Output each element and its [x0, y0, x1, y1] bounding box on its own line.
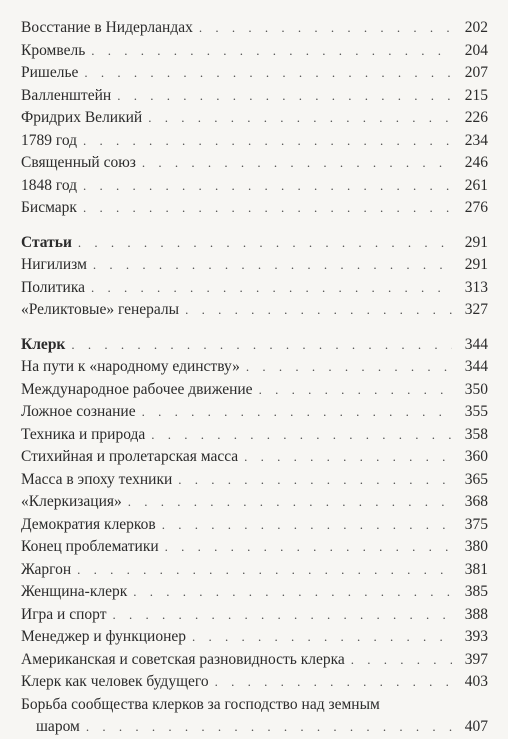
toc-entry-title: Валленштейн	[21, 86, 112, 104]
toc-entry-title: «Клеркизация»	[21, 493, 122, 510]
toc-entry	[21, 536, 488, 559]
toc-entry-multiline	[21, 694, 488, 739]
toc-entry	[21, 62, 488, 85]
leader-dots	[77, 559, 452, 582]
toc-group-history	[21, 17, 488, 220]
toc-entry	[21, 356, 488, 379]
leader-dots	[162, 514, 452, 537]
leader-dots	[91, 40, 452, 63]
toc-page-number: 261	[464, 176, 488, 194]
leader-dots	[117, 85, 452, 108]
toc-group-articles	[21, 254, 488, 322]
toc-entry	[21, 491, 488, 514]
leader-dots	[86, 716, 461, 739]
toc-page-number: 380	[464, 538, 488, 555]
toc-page-number: 344	[464, 358, 488, 375]
leader-dots	[165, 536, 452, 559]
toc-page-number: 291	[464, 256, 488, 273]
leader-dots	[83, 197, 452, 220]
toc-entry	[21, 424, 488, 447]
leader-dots	[128, 491, 452, 514]
toc-entry	[21, 85, 488, 108]
toc-page-number: 355	[464, 403, 488, 420]
toc-entry-title: На пути к «народному единству»	[21, 358, 240, 375]
toc-page-number: 327	[464, 301, 488, 318]
toc-entry	[21, 604, 488, 627]
toc-entry	[21, 277, 488, 300]
leader-dots	[83, 175, 452, 198]
leader-dots	[78, 232, 452, 255]
toc-page-number: 350	[464, 380, 488, 398]
leader-dots	[192, 626, 452, 649]
toc-page-number: 291	[464, 233, 488, 251]
toc-entry-title: Ложное сознание	[21, 403, 136, 420]
toc-page-number: 234	[464, 131, 488, 149]
leader-dots	[91, 277, 452, 300]
toc-page-number: 381	[464, 560, 488, 578]
leader-dots	[244, 446, 452, 469]
toc-page-number: 215	[464, 86, 488, 104]
toc-entry-title: Игра и спорт	[21, 605, 107, 623]
toc-entry-title-line1: Борьба сообщества клерков за господство над земным	[21, 695, 380, 713]
toc-entry-title: «Реликтовые» генералы	[21, 301, 180, 318]
toc-entry	[21, 649, 488, 672]
toc-page-number: 246	[464, 154, 488, 171]
toc-page-number: 368	[464, 493, 488, 510]
toc-group-clerk	[21, 356, 488, 694]
toc-entry	[21, 469, 488, 492]
toc-page-number: 365	[464, 470, 488, 488]
toc-section-clerk	[21, 334, 488, 357]
toc-entry	[21, 446, 488, 469]
toc-entry-title: Американская и советская разновидность клерка	[21, 650, 345, 668]
toc-page-number: 388	[464, 605, 488, 623]
toc-entry-title: Политика	[21, 278, 86, 296]
toc-page-number: 385	[464, 583, 488, 600]
leader-dots	[71, 334, 452, 357]
leader-dots	[151, 424, 452, 447]
leader-dots	[185, 299, 452, 322]
toc-entry-row2	[21, 716, 488, 739]
toc-entry-title: Кромвель	[21, 41, 86, 59]
toc-entry	[21, 559, 488, 582]
toc-page-number: 407	[464, 718, 488, 735]
section-gap	[21, 220, 488, 232]
toc-page-number: 313	[464, 278, 488, 296]
toc-page-number: 344	[464, 335, 488, 353]
toc-entry-title: Масса в эпоху техники	[21, 470, 173, 488]
toc-entry-title-line2: шаром	[36, 718, 80, 735]
toc-entry	[21, 401, 488, 424]
toc-entry-title: Бисмарк	[21, 199, 77, 216]
toc-entry	[21, 379, 488, 402]
toc-entry	[21, 671, 488, 694]
leader-dots	[178, 469, 452, 492]
toc-entry-title: Стихийная и пролетарская масса	[21, 448, 239, 465]
leader-dots	[246, 356, 452, 379]
toc-page-number: 403	[464, 673, 488, 690]
toc-page-number: 393	[464, 628, 488, 645]
toc-section-title: Статьи	[21, 233, 72, 251]
toc-entry	[21, 581, 488, 604]
toc-entry-title: Техника и природа	[21, 425, 146, 443]
leader-dots	[84, 62, 452, 85]
leader-dots	[148, 107, 452, 130]
leader-dots	[83, 130, 452, 153]
toc-entry	[21, 40, 488, 63]
toc-entry-title: Ришелье	[21, 64, 79, 81]
toc-entry	[21, 514, 488, 537]
toc-page-number: 397	[464, 650, 488, 668]
toc-section-articles	[21, 232, 488, 255]
toc-entry-title: Международное рабочее движение	[21, 380, 253, 398]
toc-entry-title: 1848 год	[21, 176, 78, 194]
toc-entry-title: Демократия клерков	[21, 515, 156, 533]
toc-entry	[21, 175, 488, 198]
toc-entry	[21, 299, 488, 322]
toc-entry-title: Священный союз	[21, 154, 136, 171]
toc-entry	[21, 152, 488, 175]
toc-page-number: 360	[464, 448, 488, 465]
toc-entry-title: Клерк как человек будущего	[21, 673, 209, 690]
leader-dots	[142, 401, 452, 424]
leader-dots	[142, 152, 452, 175]
toc-entry-title: Конец проблематики	[21, 538, 159, 555]
toc-entry-title: 1789 год	[21, 131, 78, 149]
leader-dots	[199, 17, 452, 40]
toc-page-number: 226	[464, 109, 488, 126]
toc-entry	[21, 107, 488, 130]
table-of-contents	[21, 17, 488, 739]
leader-dots	[259, 379, 452, 402]
toc-page-number: 375	[464, 515, 488, 533]
leader-dots	[112, 604, 452, 627]
leader-dots	[351, 649, 452, 672]
toc-entry	[21, 17, 488, 40]
toc-page-number: 202	[464, 19, 488, 36]
toc-page-number: 358	[464, 425, 488, 443]
toc-entry	[21, 626, 488, 649]
toc-entry-title: Нигилизм	[21, 256, 87, 273]
leader-dots	[133, 581, 452, 604]
toc-entry-title: Жаргон	[21, 560, 72, 578]
toc-page-number: 207	[464, 64, 488, 81]
toc-entry	[21, 197, 488, 220]
leader-dots	[215, 671, 452, 694]
section-gap	[21, 322, 488, 334]
toc-entry	[21, 254, 488, 277]
toc-entry-title: Женщина-клерк	[21, 583, 128, 600]
toc-page-number: 276	[464, 199, 488, 216]
toc-entry-title: Восстание в Нидерландах	[21, 19, 193, 36]
leader-dots	[93, 254, 452, 277]
toc-entry-title: Менеджер и функционер	[21, 628, 186, 645]
toc-page-number: 204	[464, 41, 488, 59]
toc-section-title: Клерк	[21, 335, 66, 353]
toc-entry	[21, 130, 488, 153]
toc-entry-title: Фридрих Великий	[21, 109, 143, 126]
